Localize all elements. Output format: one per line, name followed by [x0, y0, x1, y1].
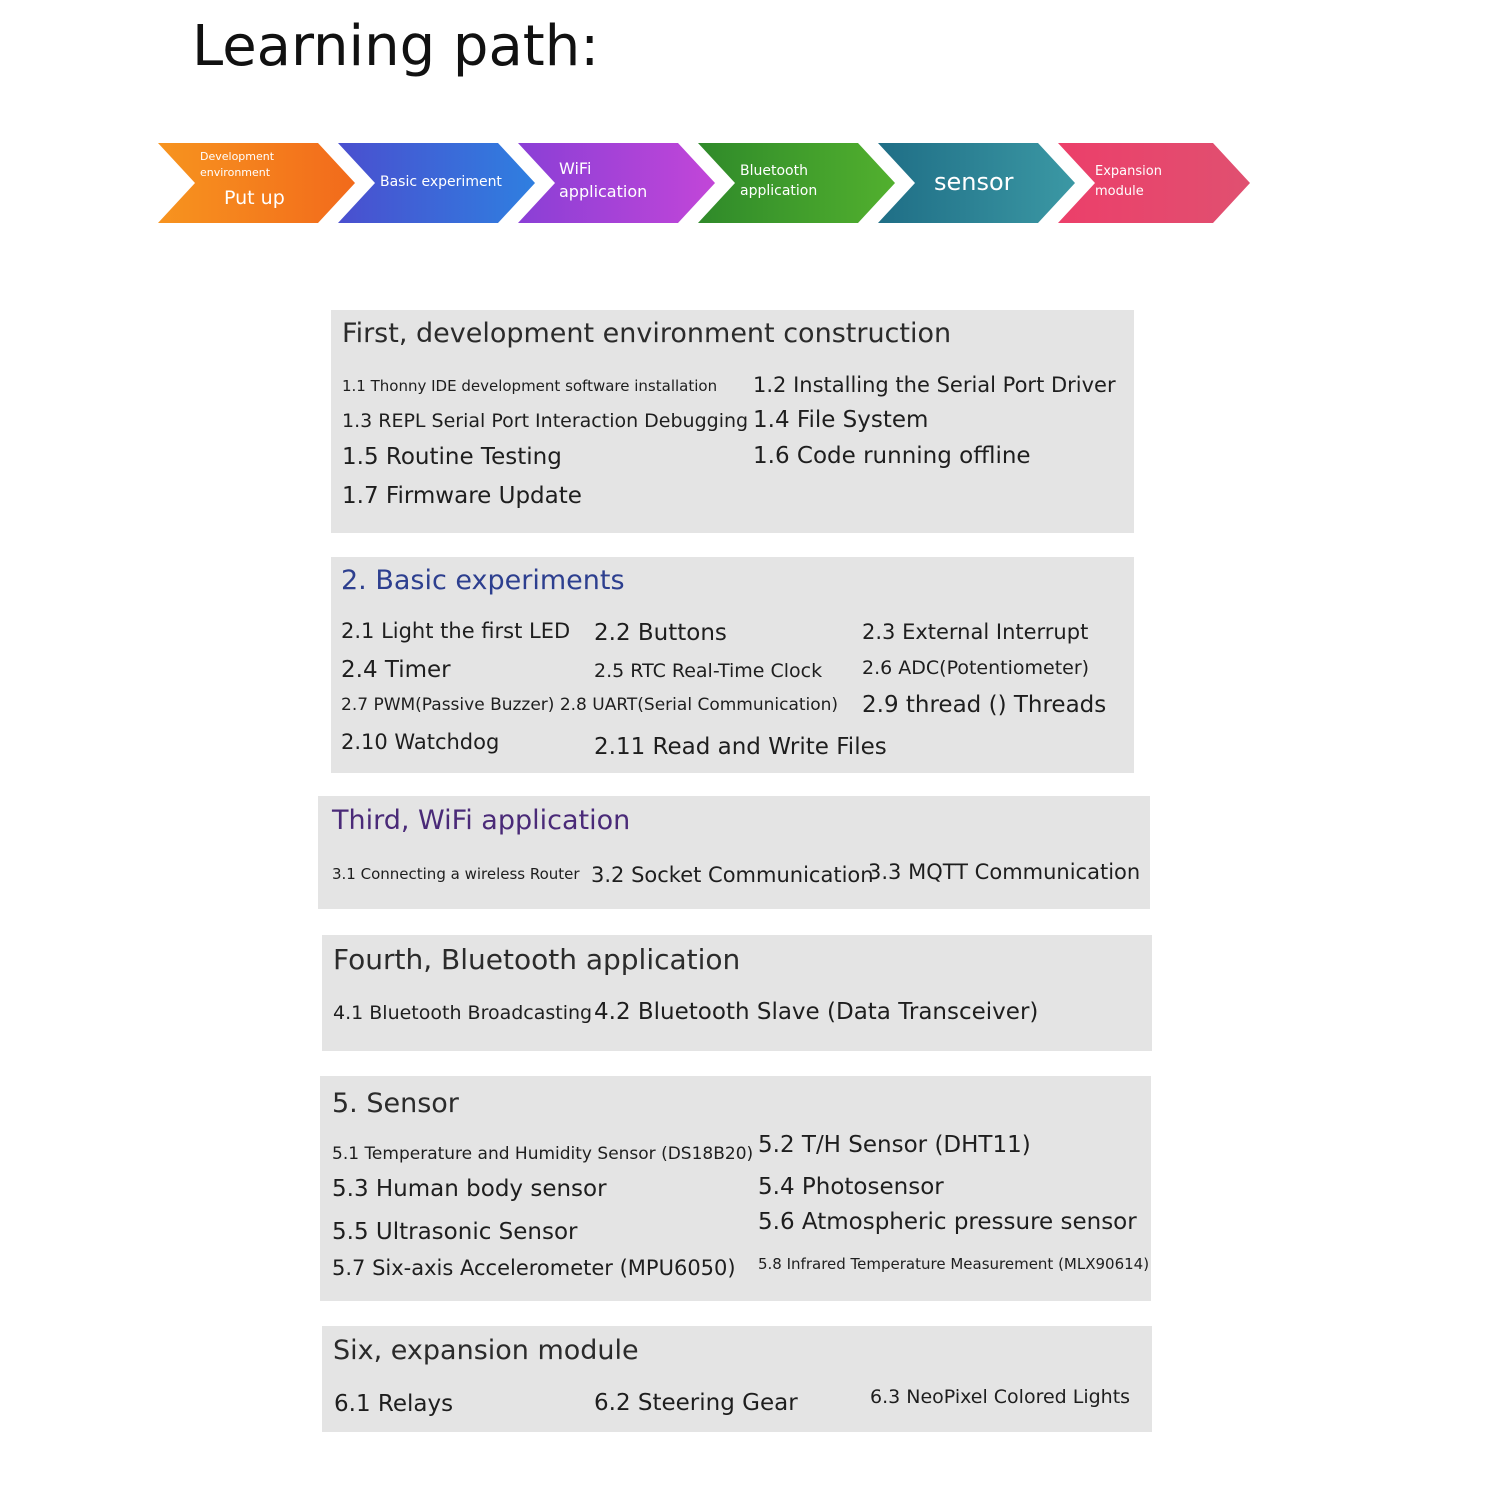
- arrow-step-2: [338, 143, 535, 223]
- list-item: 2.4 Timer: [341, 657, 451, 683]
- list-item: 2.11 Read and Write Files: [594, 734, 887, 760]
- section-3-panel: [318, 796, 1150, 909]
- learning-path-arrows: [0, 0, 1500, 260]
- list-item: 1.6 Code running offline: [753, 443, 1031, 469]
- list-item: 3.2 Socket Communication: [591, 863, 874, 887]
- arrow-2-label: Basic experiment: [380, 174, 502, 190]
- section-3-heading: Third, WiFi application: [332, 805, 631, 836]
- section-2-panel: [331, 557, 1134, 773]
- list-item: 2.7 PWM(Passive Buzzer) 2.8 UART(Serial Communication): [341, 695, 839, 715]
- list-item: 3.1 Connecting a wireless Router: [332, 865, 580, 883]
- arrow-6-label-line1: Expansion: [1095, 164, 1162, 179]
- list-item: 1.2 Installing the Serial Port Driver: [753, 373, 1116, 397]
- section-6-heading: Six, expansion module: [333, 1335, 639, 1366]
- arrow-step-5: [878, 143, 1075, 223]
- list-item: 2.3 External Interrupt: [862, 620, 1089, 644]
- list-item: 1.1 Thonny IDE development software installation: [342, 377, 718, 395]
- section-4-heading: Fourth, Bluetooth application: [333, 943, 741, 976]
- list-item: 5.1 Temperature and Humidity Sensor (DS18B20): [332, 1144, 754, 1164]
- list-item: 2.1 Light the first LED: [341, 619, 571, 643]
- section-1-panel: [331, 310, 1134, 533]
- list-item: 2.6 ADC(Potentiometer): [862, 657, 1090, 679]
- arrow-1-small-label: Development: [200, 150, 275, 163]
- arrow-1-small-label-2: environment: [200, 166, 271, 179]
- arrow-1-big-label: Put up: [224, 187, 285, 209]
- list-item: 2.5 RTC Real-Time Clock: [594, 660, 823, 682]
- list-item: 4.2 Bluetooth Slave (Data Transceiver): [594, 999, 1039, 1025]
- arrow-4-label-line2: application: [740, 183, 818, 199]
- list-item: 5.2 T/H Sensor (DHT11): [758, 1132, 1031, 1158]
- list-item: 5.3 Human body sensor: [332, 1176, 607, 1202]
- list-item: 1.3 REPL Serial Port Interaction Debugging: [342, 410, 749, 432]
- list-item: 1.7 Firmware Update: [342, 483, 582, 509]
- section-5-heading: 5. Sensor: [332, 1088, 459, 1119]
- list-item: 5.5 Ultrasonic Sensor: [332, 1219, 578, 1245]
- arrow-step-3: [518, 143, 715, 223]
- arrow-step-1: [158, 143, 355, 223]
- list-item: 5.6 Atmospheric pressure sensor: [758, 1209, 1137, 1235]
- section-4-panel: [322, 935, 1152, 1051]
- list-item: 4.1 Bluetooth Broadcasting: [333, 1002, 593, 1024]
- list-item: 6.1 Relays: [334, 1391, 454, 1417]
- list-item: 6.2 Steering Gear: [594, 1390, 798, 1416]
- section-1-heading: First, development environment construction: [342, 318, 952, 349]
- list-item: 2.10 Watchdog: [341, 730, 500, 754]
- list-item: 5.4 Photosensor: [758, 1174, 944, 1200]
- list-item: 1.5 Routine Testing: [342, 444, 562, 470]
- section-6-panel: [322, 1326, 1152, 1432]
- list-item: 3.3 MQTT Communication: [868, 860, 1141, 884]
- page-title: Learning path:: [192, 14, 600, 79]
- section-2-heading: 2. Basic experiments: [341, 565, 625, 596]
- list-item: 6.3 NeoPixel Colored Lights: [870, 1386, 1131, 1408]
- arrow-3-label-line2: application: [559, 182, 648, 201]
- arrow-3-label-line1: WiFi: [559, 159, 592, 178]
- arrow-5-label: sensor: [934, 168, 1014, 196]
- list-item: 5.8 Infrared Temperature Measurement (MLX90614): [758, 1255, 1150, 1273]
- list-item: 5.7 Six-axis Accelerometer (MPU6050): [332, 1256, 736, 1280]
- arrow-step-4: [698, 143, 895, 223]
- arrow-4-label-line1: Bluetooth: [740, 163, 808, 179]
- list-item: 2.9 thread () Threads: [862, 692, 1107, 718]
- arrow-6-label-line2: module: [1095, 184, 1144, 199]
- section-5-panel: [320, 1076, 1151, 1301]
- arrow-step-6: [1058, 143, 1250, 223]
- list-item: 2.2 Buttons: [594, 620, 727, 646]
- list-item: 1.4 File System: [753, 407, 929, 433]
